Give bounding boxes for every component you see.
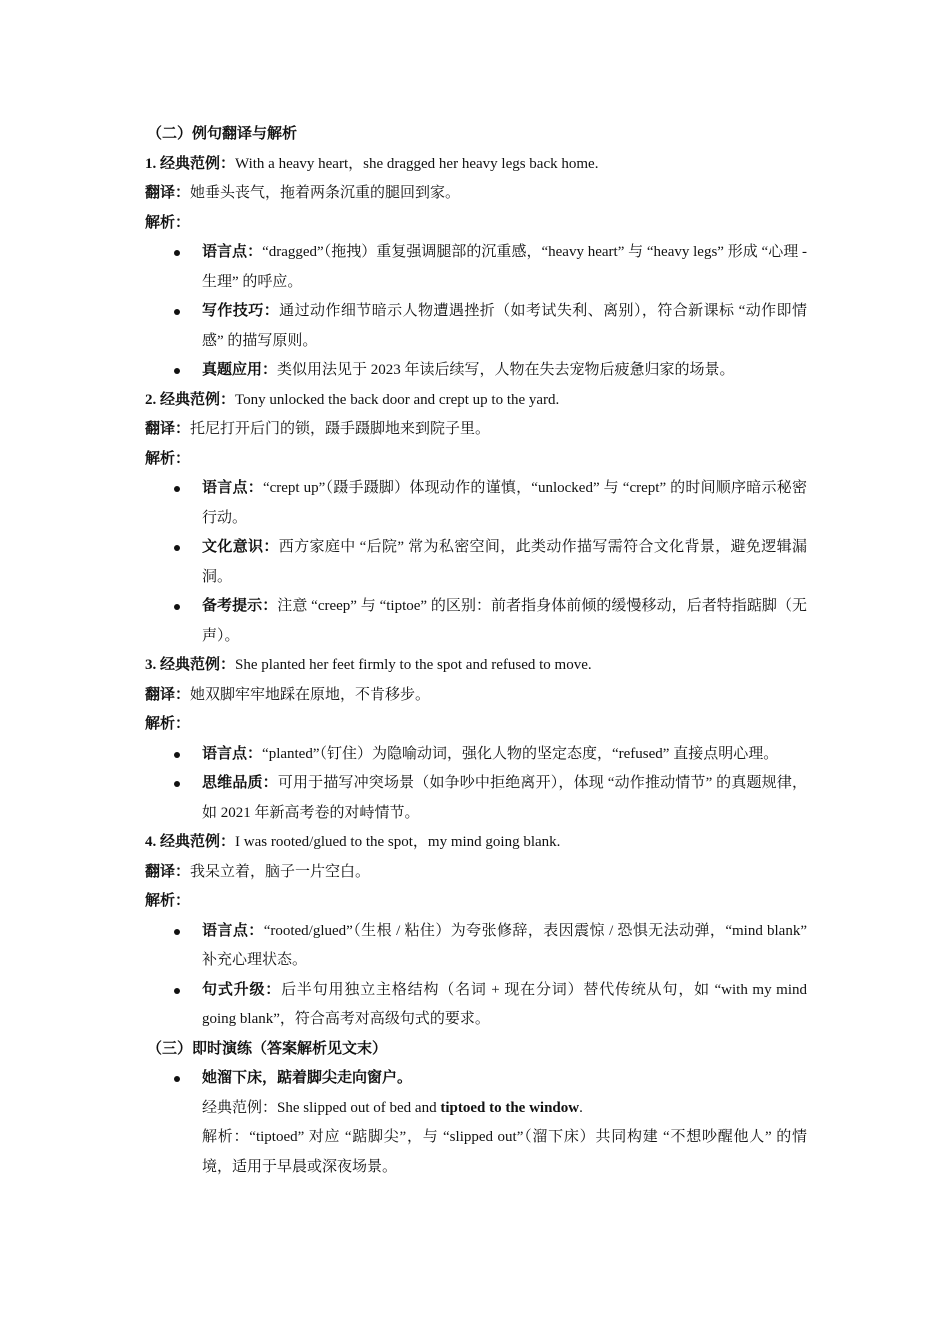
practice-item	[145, 1064, 807, 1094]
point-text: “rooted/glued”（生根 / 粘住）为夸张修辞，表因震惊 / 恐惧无法动弹，“mind blank” 补充心理状态。	[202, 922, 807, 968]
point-text: 西方家庭中 “后院” 常为私密空间，此类动作描写需符合文化背景，避免逻辑漏洞。	[202, 539, 807, 585]
bullet-icon	[174, 545, 180, 551]
translation-line: 翻译：我呆立着，脑子一片空白。	[145, 863, 371, 880]
point-label: 句式升级	[202, 981, 266, 998]
analysis-list	[145, 740, 807, 829]
point-text: 类似用法见于 2023 年读后续写，人物在失去宠物后疲惫归家的场景。	[277, 362, 735, 378]
analysis-point: 语言点：“planted”（钉住）为隐喻动词，强化人物的坚定态度，“refused” 直接点明心理。	[145, 740, 807, 770]
analysis-heading: 解析：	[145, 716, 191, 732]
document-content	[145, 120, 807, 1182]
example-text: She planted her feet firmly to the spot and refused to move.	[235, 657, 592, 673]
practice-prompt: 她溜下床，踮着脚尖走向窗户。	[202, 1070, 413, 1086]
bullet-icon	[174, 752, 180, 758]
example-label: 3. 经典范例	[145, 657, 221, 673]
analysis-heading: 解析：	[145, 893, 191, 909]
example-text: I was rooted/glued to the spot，my mind going blank.	[235, 834, 561, 850]
translation-text: 她双脚牢牢地踩在原地，不肯移步。	[190, 686, 431, 703]
bullet-icon	[174, 486, 180, 492]
point-label: 语言点	[202, 480, 248, 496]
translation-line: 翻译：托尼打开后门的锁，蹑手蹑脚地来到院子里。	[145, 421, 491, 437]
point-label: 语言点	[202, 745, 248, 762]
example-label: 2. 经典范例	[145, 391, 221, 408]
example-line: 1. 经典范例：With a heavy heart，she dragged her heavy legs back home.	[145, 155, 599, 172]
example-label: 4. 经典范例	[145, 834, 221, 850]
translation-line: 翻译：她双脚牢牢地踩在原地，不肯移步。	[145, 686, 431, 703]
bullet-icon	[174, 929, 180, 935]
analysis-point: 语言点：“crept up”（蹑手蹑脚）体现动作的谨慎，“unlocked” 与 “crept” 的时间顺序暗示秘密行动。	[145, 474, 807, 533]
practice-analysis: 解析：“tiptoed” 对应 “踮脚尖”，与 “slipped out”（溜下床）共同构建 “不想吵醒他人” 的情境，适用于早晨或深夜场景。	[202, 1129, 807, 1175]
point-label: 语言点	[202, 244, 248, 260]
point-text: “crept up”（蹑手蹑脚）体现动作的谨慎，“unlocked” 与 “crept” 的时间顺序暗示秘密行动。	[202, 480, 807, 526]
bullet-icon	[174, 309, 180, 315]
example-text: Tony unlocked the back door and crept up to the yard.	[235, 391, 560, 408]
translation-text: 我呆立着，脑子一片空白。	[190, 863, 371, 880]
analysis-list	[145, 474, 807, 651]
example-text: With a heavy heart，she dragged her heavy legs back home.	[235, 155, 599, 172]
analysis-list	[145, 917, 807, 1035]
analysis-point: 思维品质：可用于描写冲突场景（如争吵中拒绝离开），体现 “动作推动情节” 的真题规律，如 2021 年新高考卷的对峙情节。	[145, 769, 807, 828]
analysis-point: 备考提示：注意 “creep” 与 “tiptoe” 的区别：前者指身体前倾的缓慢移动，后者特指踮脚（无声）。	[145, 592, 807, 651]
point-label: 语言点	[202, 922, 249, 939]
bullet-icon	[174, 368, 180, 374]
analysis-point: 句式升级：后半句用独立主格结构（名词 + 现在分词）替代传统从句，如 “with my mind going blank”，符合高考对高级句式的要求。	[145, 976, 807, 1035]
point-text: 通过动作细节暗示人物遭遇挫折（如考试失利、离别），符合新课标 “动作即情感” 的描写原则。	[202, 303, 807, 349]
point-label: 写作技巧	[202, 303, 264, 319]
translation-text: 她垂头丧气，拖着两条沉重的腿回到家。	[190, 185, 461, 201]
point-text: 后半句用独立主格结构（名词 + 现在分词）替代传统从句，如 “with my mind going blank”，符合高考对高级句式的要求。	[202, 981, 807, 1027]
point-text: 可用于描写冲突场景（如争吵中拒绝离开），体现 “动作推动情节” 的真题规律，如 2021 年新高考卷的对峙情节。	[202, 775, 807, 821]
analysis-point: 语言点：“dragged”（拖拽）重复强调腿部的沉重感，“heavy heart” 与 “heavy legs” 形成 “心理 - 生理” 的呼应。	[145, 238, 807, 297]
point-label: 文化意识	[202, 539, 264, 555]
section-heading: （三）即时演练（答案解析见文末）	[147, 1040, 388, 1057]
translation-label: 翻译	[145, 185, 176, 201]
analysis-point: 写作技巧：通过动作细节暗示人物遭遇挫折（如考试失利、离别），符合新课标 “动作即情感” 的描写原则。	[145, 297, 807, 356]
point-label: 真题应用	[202, 362, 263, 378]
bullet-icon	[174, 988, 180, 994]
analysis-heading: 解析：	[145, 450, 191, 467]
analysis-list	[145, 238, 807, 386]
translation-label: 翻译	[145, 686, 176, 703]
bullet-icon	[174, 604, 180, 610]
section-heading: （二）例句翻译与解析	[147, 126, 298, 142]
example-label: 1. 经典范例	[145, 155, 221, 172]
example-line: 3. 经典范例：She planted her feet firmly to the spot and refused to move.	[145, 657, 592, 673]
point-text: 注意 “creep” 与 “tiptoe” 的区别：前者指身体前倾的缓慢移动，后者特指踮脚（无声）。	[202, 598, 807, 644]
analysis-point: 语言点：“rooted/glued”（生根 / 粘住）为夸张修辞，表因震惊 / 恐惧无法动弹，“mind blank” 补充心理状态。	[145, 917, 807, 976]
bullet-icon	[174, 781, 180, 787]
practice-answer: tiptoed to the window	[440, 1099, 580, 1116]
translation-label: 翻译	[145, 863, 176, 880]
point-text: “planted”（钉住）为隐喻动词，强化人物的坚定态度，“refused” 直接点明心理。	[262, 745, 779, 762]
practice-example-label: 经典范例：	[202, 1099, 278, 1116]
bullet-icon	[174, 250, 180, 256]
example-line: 4. 经典范例：I was rooted/glued to the spot，my mind going blank.	[145, 834, 561, 850]
point-label: 思维品质	[202, 775, 263, 791]
point-label: 备考提示	[202, 598, 263, 614]
practice-list	[145, 1064, 807, 1094]
example-line: 2. 经典范例：Tony unlocked the back door and crept up to the yard.	[145, 391, 560, 408]
translation-label: 翻译	[145, 421, 176, 437]
translation-text: 托尼打开后门的锁，蹑手蹑脚地来到院子里。	[190, 421, 491, 437]
translation-line: 翻译：她垂头丧气，拖着两条沉重的腿回到家。	[145, 185, 461, 201]
analysis-point: 真题应用：类似用法见于 2023 年读后续写，人物在失去宠物后疲惫归家的场景。	[145, 356, 807, 386]
bullet-icon	[174, 1076, 180, 1082]
point-text: “dragged”（拖拽）重复强调腿部的沉重感，“heavy heart” 与 “heavy legs” 形成 “心理 - 生理” 的呼应。	[202, 244, 807, 290]
analysis-heading: 解析：	[145, 214, 191, 231]
practice-example: 经典范例：She slipped out of bed and tiptoed to the window.	[202, 1099, 583, 1116]
analysis-point: 文化意识：西方家庭中 “后院” 常为私密空间，此类动作描写需符合文化背景，避免逻辑漏洞。	[145, 533, 807, 592]
